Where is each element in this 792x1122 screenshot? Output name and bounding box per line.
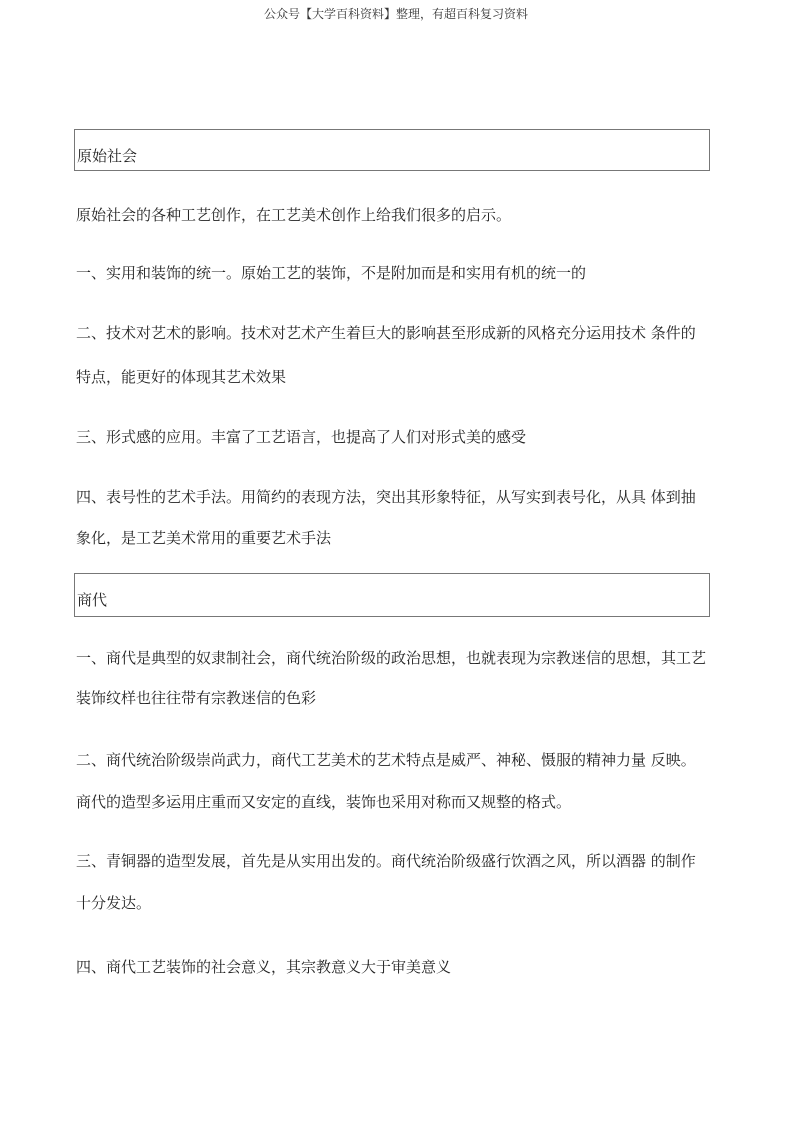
paragraph-line: 象化，是工艺美术常用的重要艺术手法 — [76, 529, 332, 547]
section-heading-box — [74, 129, 710, 171]
paragraph-line: 二、技术对艺术的影响。技术对艺术产生着巨大的影响甚至形成新的风格充分运用技术 条件的 — [76, 324, 696, 342]
paragraph-line: 特点，能更好的体现其艺术效果 — [76, 368, 287, 386]
page-header: 公众号【大学百科资料】整理，有超百科复习资料 — [263, 7, 528, 21]
paragraph-line: 四、表号性的艺术手法。用简约的表现方法，突出其形象特征，从写实到表号化，从具 体到抽 — [76, 488, 696, 506]
paragraph-line: 一、实用和装饰的统一。原始工艺的装饰，不是附加而是和实用有机的统一的 — [76, 264, 587, 282]
paragraph-line: 十分发达。 — [76, 894, 152, 912]
paragraph-line: 三、青铜器的造型发展，首先是从实用出发的。商代统治阶级盛行饮酒之风，所以酒器 的制作 — [76, 852, 696, 870]
paragraph-line: 四、商代工艺装饰的社会意义，其宗教意义大于审美意义 — [76, 958, 452, 976]
intro-paragraph: 原始社会的各种工艺创作，在工艺美术创作上给我们很多的启示。 — [76, 206, 512, 224]
paragraph-line: 商代的造型多运用庄重而又安定的直线，装饰也采用对称而又规整的格式。 — [76, 793, 572, 811]
paragraph-line: 二、商代统治阶级崇尚武力，商代工艺美术的艺术特点是威严、神秘、慑服的精神力量 反映。 — [76, 751, 696, 769]
section-title: 商代 — [77, 591, 108, 609]
paragraph-line: 装饰纹样也往往带有宗教迷信的色彩 — [76, 689, 317, 707]
section-title: 原始社会 — [77, 147, 138, 165]
paragraph-line: 三、形式感的应用。丰富了工艺语言，也提高了人们对形式美的感受 — [76, 428, 527, 446]
section-heading-box — [74, 573, 710, 617]
paragraph-line: 一、商代是典型的奴隶制社会，商代统治阶级的政治思想，也就表现为宗教迷信的思想，其工艺 — [76, 649, 707, 667]
